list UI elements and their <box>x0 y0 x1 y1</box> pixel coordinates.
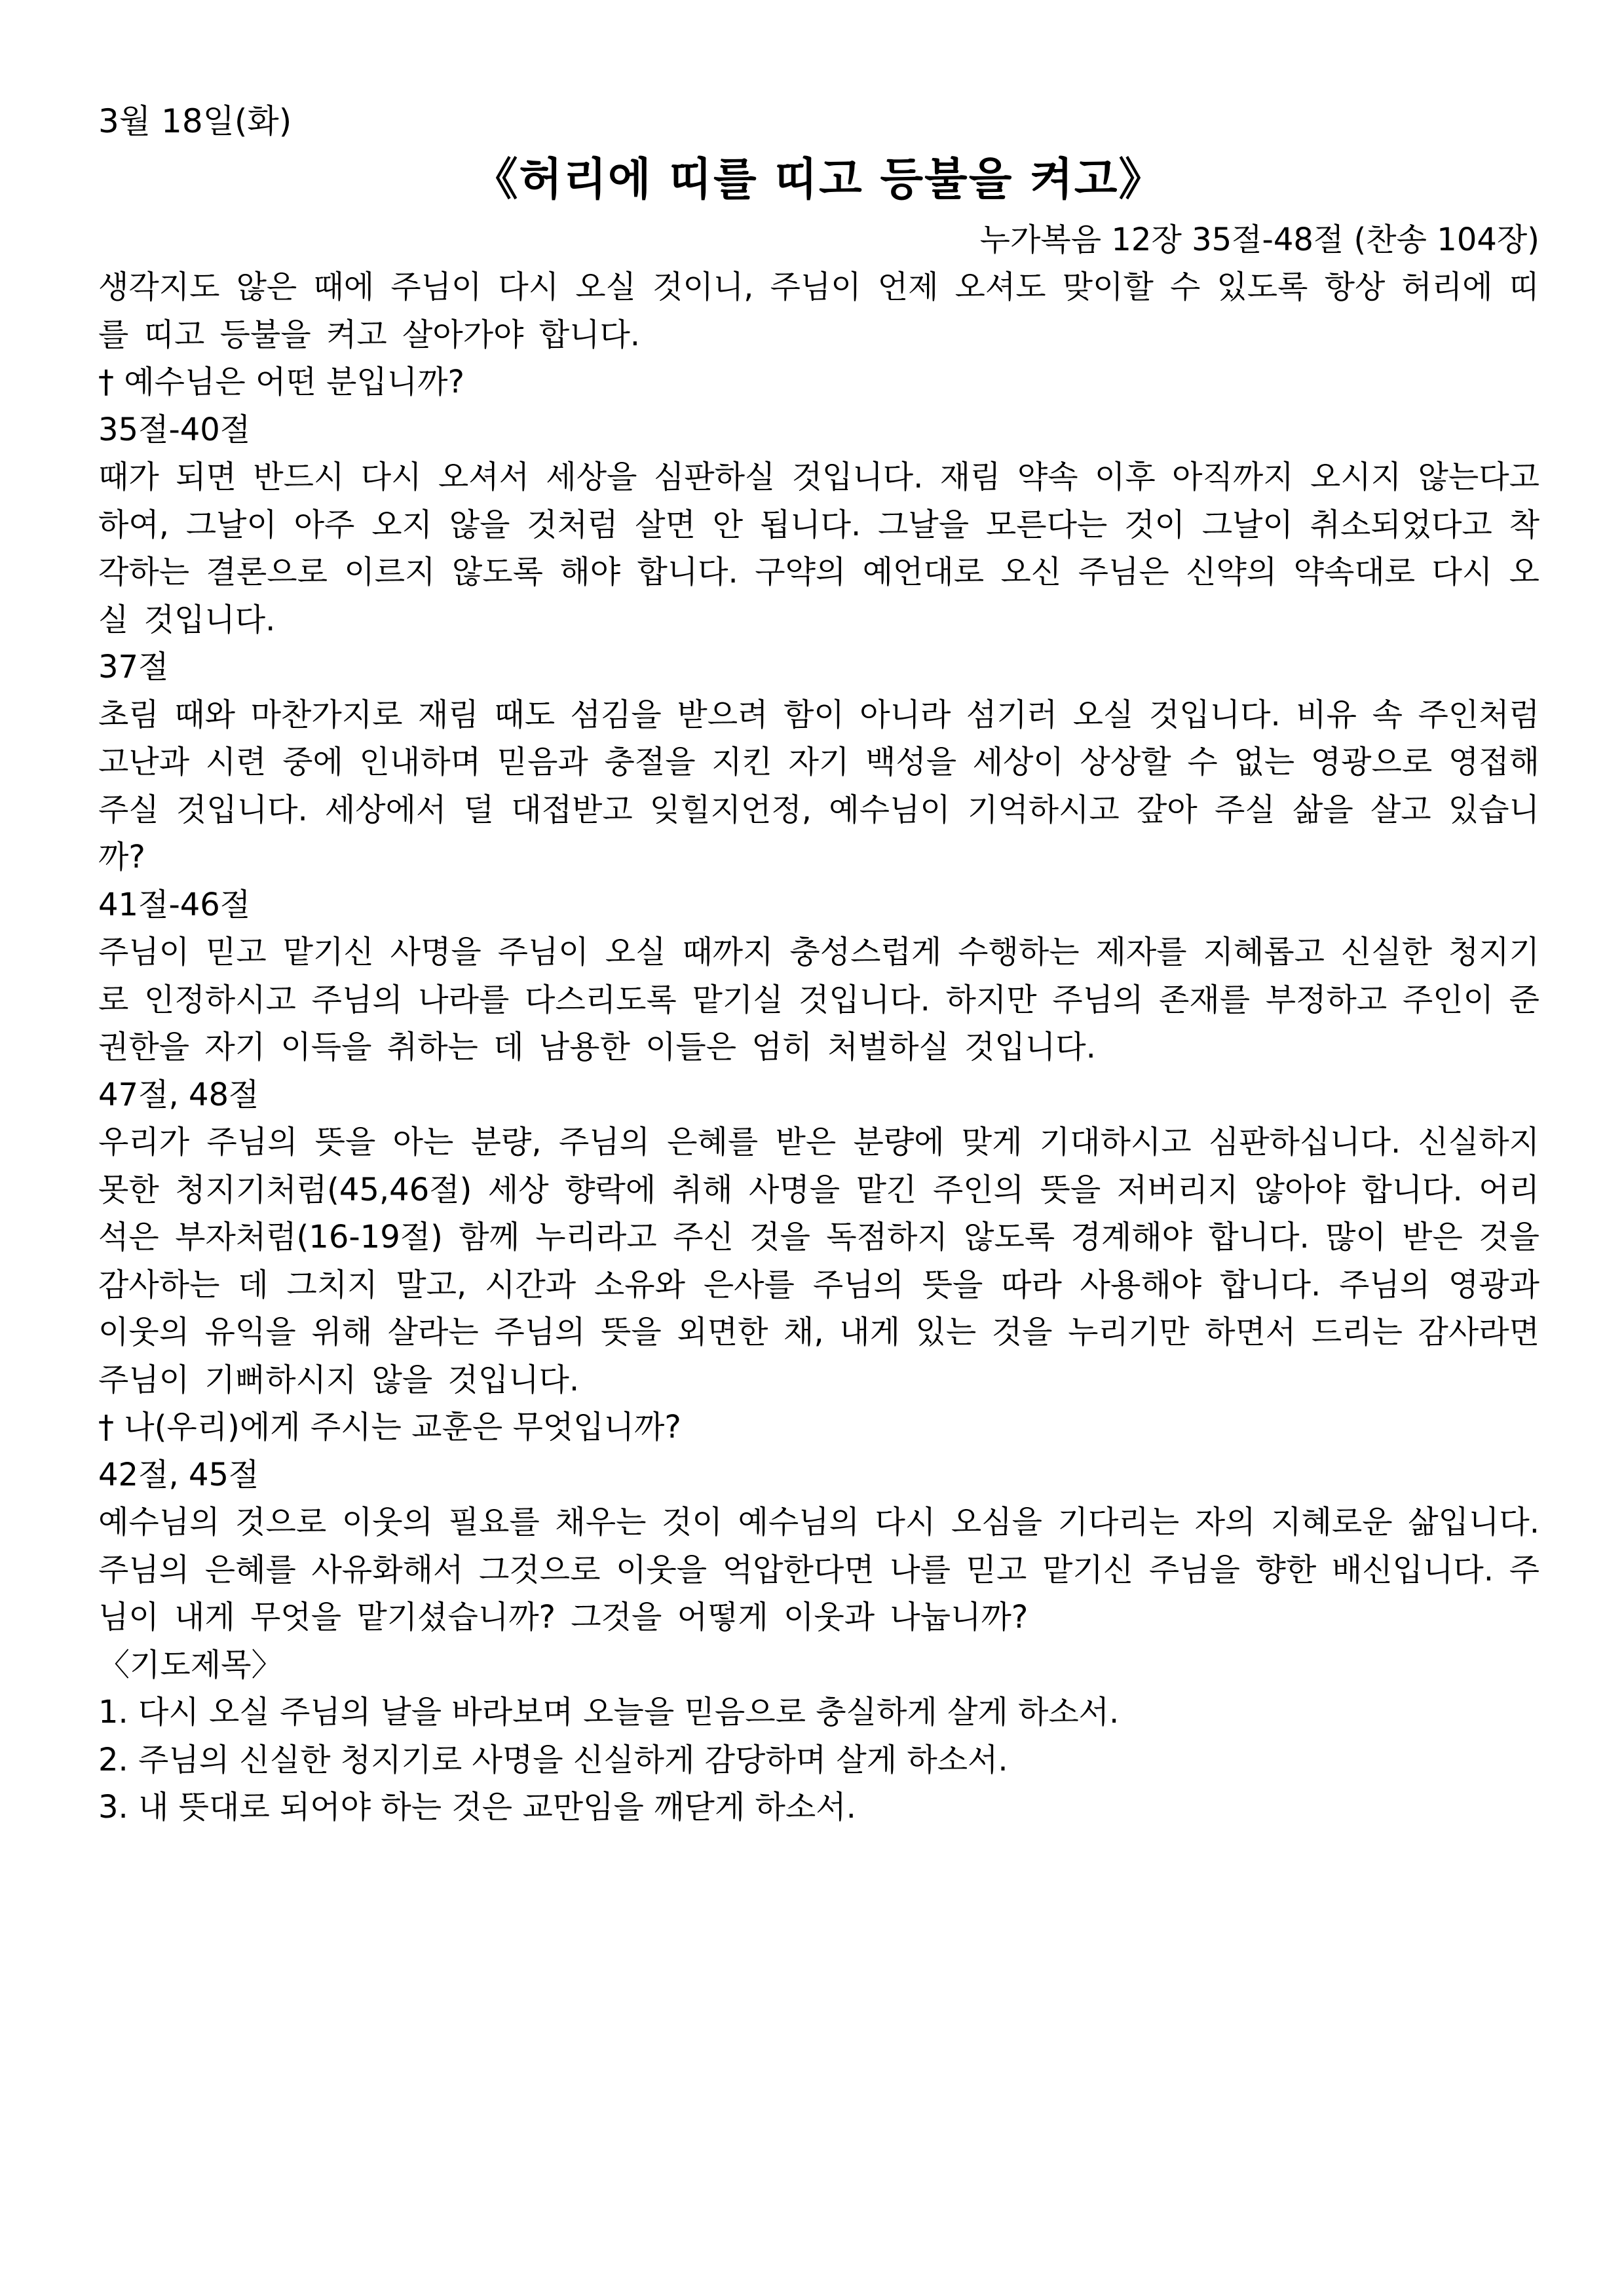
date: 3월 18일(화) <box>98 102 292 140</box>
verse-paragraph: 주님이 믿고 맡기신 사명을 주님이 오실 때까지 충성스럽게 수행하는 제자를 지혜롭고 신실한 청지기로 인정하시고 주님의 나라를 다스리도록 맡기실 것입니다. 하지만 주님의 존재를 부정하고 주인이 준 권한을 자기 이득을 취하는 데 남용한 이들은 엄히 처벌하실 것입니다. <box>98 934 1539 1065</box>
verse-paragraph: 예수님의 것으로 이웃의 필요를 채우는 것이 예수님의 다시 오심을 기다리는 자의 지혜로운 삶입니다. 주님의 은혜를 사유화해서 그것으로 이웃을 억압한다면 나를 믿고 맡기신 주님을 향한 배신입니다. 주님이 내게 무엇을 맡기셨습니까? 그것을 어떻게 이웃과 나눕니까? <box>98 1504 1539 1636</box>
intro-paragraph: 생각지도 않은 때에 주님이 다시 오실 것이니, 주님이 언제 오셔도 맞이할 수 있도록 항상 허리에 띠를 띠고 등불을 켜고 살아가야 합니다. <box>98 269 1539 353</box>
verse-label: 37절 <box>98 649 169 685</box>
verse-label: 35절-40절 <box>98 411 251 448</box>
verse-paragraph: 때가 되면 반드시 다시 오셔서 세상을 심판하실 것입니다. 재림 약속 이후 아직까지 오시지 않는다고 하여, 그날이 아주 오지 않을 것처럼 살면 안 됩니다. 그날을 모른다는 것이 그날이 취소되었다고 착각하는 결론으로 이르지 않도록 해야 합니다. 구약의 예언대로 오신 주님은 신약의 약속대로 다시 오실 것입니다. <box>98 459 1539 638</box>
prayer-item: 1. 다시 오실 주님의 날을 바라보며 오늘을 믿음으로 충실하게 살게 하소서. <box>98 1694 1120 1731</box>
verse-paragraph: 초림 때와 마찬가지로 재림 때도 섬김을 받으려 함이 아니라 섬기러 오실 것입니다. 비유 속 주인처럼 고난과 시련 중에 인내하며 믿음과 충절을 지킨 자기 백성을 세상이 상상할 수 없는 영광으로 영접해주실 것입니다. 세상에서 덜 대접받고 잊힐지언정, 예수님이 기억하시고 갚아 주실 삶을 살고 있습니까? <box>98 696 1539 875</box>
page-title: 《허리에 띠를 띠고 등불을 켜고》 <box>473 154 1165 206</box>
prayer-item: 3. 내 뜻대로 되어야 하는 것은 교만임을 깨닫게 하소서. <box>98 1789 856 1826</box>
prayer-title: 〈기도제목〉 <box>98 1646 283 1683</box>
section-heading-lesson: † 나(우리)에게 주시는 교훈은 무엇입니까? <box>98 1409 681 1445</box>
verse-label: 42절, 45절 <box>98 1456 259 1493</box>
prayer-list <box>98 1689 1539 1831</box>
verse-label: 41절-46절 <box>98 886 251 923</box>
verse-label: 47절, 48절 <box>98 1076 259 1113</box>
scripture-reference: 누가복음 12장 35절-48절 (찬송 104장) <box>979 221 1539 258</box>
verse-paragraph: 우리가 주님의 뜻을 아는 분량, 주님의 은혜를 받은 분량에 맞게 기대하시고 심판하십니다. 신실하지 못한 청지기처럼(45,46절) 세상 향락에 취해 사명을 맡긴 주인의 뜻을 저버리지 않아야 합니다. 어리석은 부자처럼(16-19절) 함께 누리라고 주신 것을 독점하지 않도록 경계해야 합니다. 많이 받은 것을 감사하는 데 그치지 말고, 시간과 소유와 은사를 주님의 뜻을 따라 사용해야 합니다. 주님의 영광과 이웃의 유익을 위해 살라는 주님의 뜻을 외면한 채, 내게 있는 것을 누리기만 하면서 드리는 감사라면 주님이 기뻐하시지 않을 것입니다. <box>98 1124 1539 1398</box>
prayer-item: 2. 주님의 신실한 청지기로 사명을 신실하게 감당하며 살게 하소서. <box>98 1741 1008 1778</box>
section-heading-who-is-jesus: † 예수님은 어떤 분입니까? <box>98 364 464 400</box>
devotional-page <box>98 98 1539 1831</box>
